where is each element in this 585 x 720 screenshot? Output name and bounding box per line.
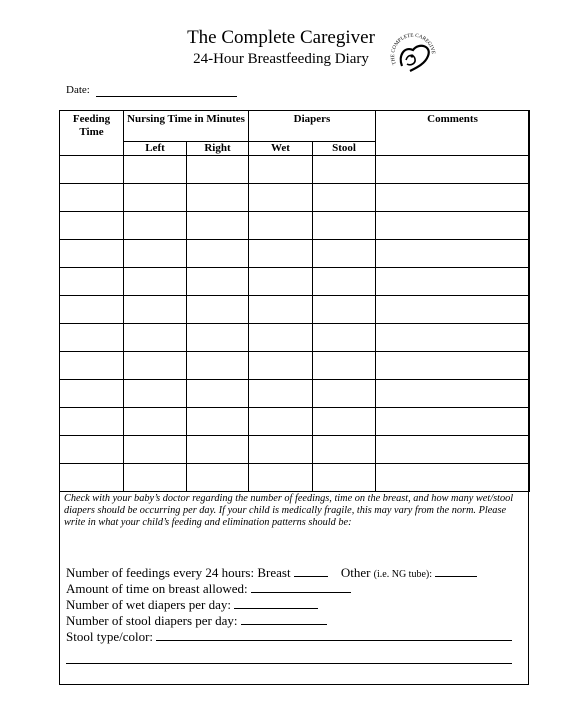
page-title: The Complete Caregiver: [187, 27, 375, 48]
header-feeding-time: Feeding Time: [60, 111, 124, 156]
right-cell[interactable]: [187, 156, 249, 184]
comments-cell[interactable]: [376, 296, 530, 324]
left-cell[interactable]: [124, 296, 187, 324]
table-row: [60, 352, 530, 380]
question-wet-diapers: [66, 596, 318, 613]
diary-body: [60, 156, 530, 492]
comments-cell[interactable]: [376, 212, 530, 240]
header-diapers: Diapers: [249, 111, 376, 142]
wet-cell[interactable]: [249, 268, 313, 296]
diary-table: [59, 110, 530, 492]
left-cell[interactable]: [124, 212, 187, 240]
left-cell[interactable]: [124, 352, 187, 380]
table-row: [60, 464, 530, 492]
comments-cell[interactable]: [376, 436, 530, 464]
feeding-time-cell[interactable]: [60, 156, 124, 184]
question-stool-type: [66, 628, 512, 645]
date-field[interactable]: [66, 83, 237, 97]
table-row: [60, 380, 530, 408]
stool-cell[interactable]: [313, 240, 376, 268]
question-stool-diapers: [66, 612, 327, 629]
comments-cell[interactable]: [376, 240, 530, 268]
stool-cell[interactable]: [313, 352, 376, 380]
svg-text:THE COMPLETE CAREGIVER: [386, 24, 436, 66]
time-on-breast-field[interactable]: [251, 580, 351, 593]
right-cell[interactable]: [187, 324, 249, 352]
feeding-time-cell[interactable]: [60, 268, 124, 296]
left-cell[interactable]: [124, 380, 187, 408]
wet-cell[interactable]: [249, 184, 313, 212]
wet-cell[interactable]: [249, 324, 313, 352]
stool-type-extra-line[interactable]: [66, 663, 512, 664]
wet-cell[interactable]: [249, 156, 313, 184]
doctor-note: Check with your baby’s doctor regarding the number of feedings, time on the breast, and how many wet/stool diapers should be occurring per day. If your child is medically fragile, this may vary from the norm. Please write in what your child’s feeding and elimination patterns should be:: [64, 493, 514, 529]
table-row: [60, 296, 530, 324]
feeding-time-cell[interactable]: [60, 212, 124, 240]
left-cell[interactable]: [124, 436, 187, 464]
comments-cell[interactable]: [376, 464, 530, 492]
right-cell[interactable]: [187, 436, 249, 464]
table-row: [60, 184, 530, 212]
right-cell[interactable]: [187, 380, 249, 408]
stool-cell[interactable]: [313, 184, 376, 212]
table-row: [60, 212, 530, 240]
header-nursing-time: Nursing Time in Minutes: [124, 111, 249, 142]
wet-cell[interactable]: [249, 296, 313, 324]
feeding-time-cell[interactable]: [60, 464, 124, 492]
header-wet: Wet: [249, 142, 313, 156]
comments-cell[interactable]: [376, 380, 530, 408]
time-on-breast-label: Amount of time on breast allowed:: [66, 581, 248, 596]
comments-cell[interactable]: [376, 156, 530, 184]
stool-diapers-label: Number of stool diapers per day:: [66, 613, 238, 628]
other-field[interactable]: [435, 564, 477, 577]
left-cell[interactable]: [124, 464, 187, 492]
other-label: Other: [340, 565, 371, 580]
wet-cell[interactable]: [249, 240, 313, 268]
table-row: [60, 324, 530, 352]
stool-diapers-field[interactable]: [241, 612, 327, 625]
feeding-time-cell[interactable]: [60, 380, 124, 408]
feeding-time-cell[interactable]: [60, 324, 124, 352]
stool-cell[interactable]: [313, 408, 376, 436]
question-time-on-breast: [66, 580, 351, 597]
feeding-time-cell[interactable]: [60, 352, 124, 380]
stool-cell[interactable]: [313, 436, 376, 464]
right-cell[interactable]: [187, 240, 249, 268]
breast-label: Breast: [257, 565, 291, 580]
left-cell[interactable]: [124, 324, 187, 352]
wet-cell[interactable]: [249, 212, 313, 240]
wet-cell[interactable]: [249, 436, 313, 464]
wet-cell[interactable]: [249, 464, 313, 492]
stool-cell[interactable]: [313, 156, 376, 184]
feedings-label: Number of feedings every 24 hours:: [66, 565, 255, 580]
right-cell[interactable]: [187, 296, 249, 324]
date-line[interactable]: [96, 85, 237, 97]
feeding-time-cell[interactable]: [60, 436, 124, 464]
stool-cell[interactable]: [313, 268, 376, 296]
header-left: Left: [124, 142, 187, 156]
breast-field[interactable]: [294, 564, 328, 577]
stool-cell[interactable]: [313, 212, 376, 240]
feeding-time-cell[interactable]: [60, 184, 124, 212]
right-cell[interactable]: [187, 352, 249, 380]
table-row: [60, 240, 530, 268]
stool-type-field[interactable]: [156, 628, 512, 641]
wet-cell[interactable]: [249, 380, 313, 408]
stool-type-label: Stool type/color:: [66, 629, 154, 644]
left-cell[interactable]: [124, 240, 187, 268]
wet-diapers-label: Number of wet diapers per day:: [66, 597, 231, 612]
left-cell[interactable]: [124, 184, 187, 212]
left-cell[interactable]: [124, 408, 187, 436]
wet-cell[interactable]: [249, 352, 313, 380]
caregiver-logo-icon: [386, 24, 440, 76]
other-note: (i.e. NG tube):: [373, 569, 432, 580]
right-cell[interactable]: [187, 408, 249, 436]
table-row: [60, 268, 530, 296]
left-cell[interactable]: [124, 156, 187, 184]
date-label: Date:: [66, 84, 90, 96]
right-cell[interactable]: [187, 464, 249, 492]
comments-cell[interactable]: [376, 408, 530, 436]
right-cell[interactable]: [187, 268, 249, 296]
wet-cell[interactable]: [249, 408, 313, 436]
table-row: [60, 156, 530, 184]
page-subtitle: 24-Hour Breastfeeding Diary: [193, 51, 369, 67]
header-right: Right: [187, 142, 249, 156]
header-comments: Comments: [376, 111, 530, 156]
comments-cell[interactable]: [376, 324, 530, 352]
left-cell[interactable]: [124, 268, 187, 296]
right-cell[interactable]: [187, 212, 249, 240]
header-stool: Stool: [313, 142, 376, 156]
wet-diapers-field[interactable]: [234, 596, 318, 609]
feeding-time-cell[interactable]: [60, 296, 124, 324]
stool-cell[interactable]: [313, 380, 376, 408]
stool-cell[interactable]: [313, 464, 376, 492]
right-cell[interactable]: [187, 184, 249, 212]
feeding-time-cell[interactable]: [60, 240, 124, 268]
stool-cell[interactable]: [313, 296, 376, 324]
stool-cell[interactable]: [313, 324, 376, 352]
table-row: [60, 436, 530, 464]
comments-cell[interactable]: [376, 268, 530, 296]
logo-text: THE COMPLETE CAREGIVE: [390, 32, 437, 66]
table-row: [60, 408, 530, 436]
comments-cell[interactable]: [376, 352, 530, 380]
comments-cell[interactable]: [376, 184, 530, 212]
feeding-time-cell[interactable]: [60, 408, 124, 436]
